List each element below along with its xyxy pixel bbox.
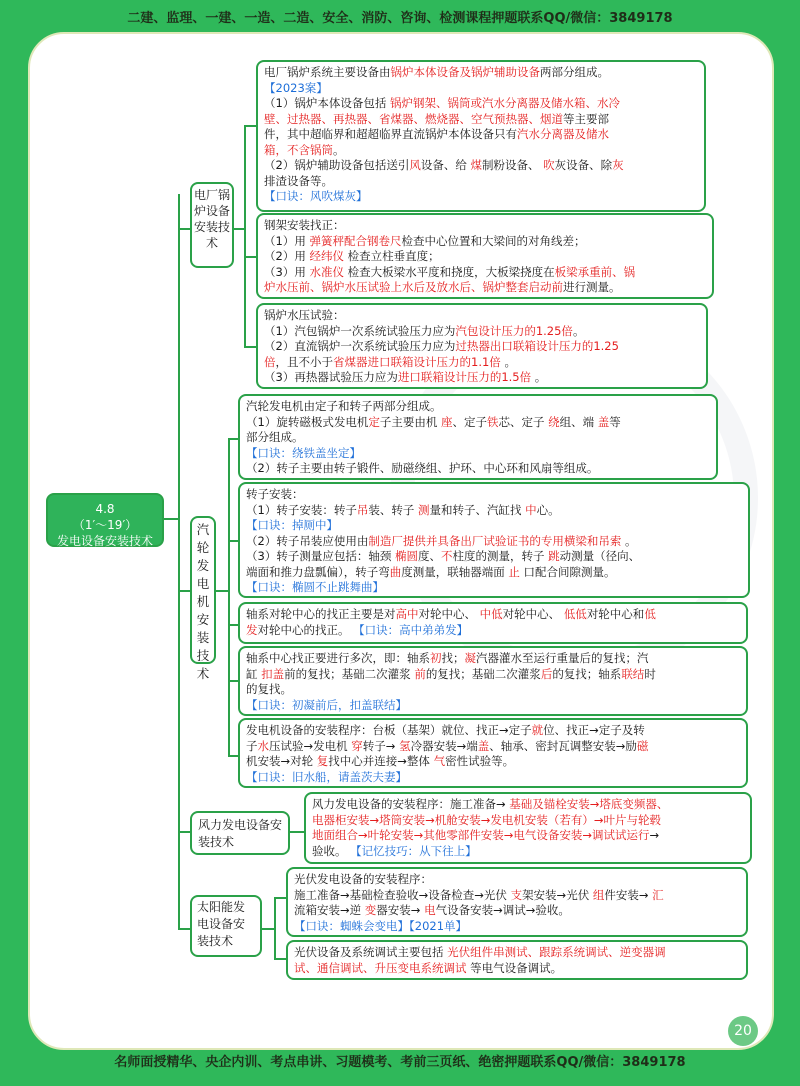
body-text: 、轴承、密封瓦调整安装→励 (489, 738, 637, 753)
connector-leaf-9 (290, 831, 304, 833)
steel-line (264, 249, 706, 265)
highlight-text: 过热器出口联箱设计压力的1.25 (455, 339, 619, 353)
body-text: 冷器安装→端 (410, 738, 478, 753)
body-text: 的复找；轴系 (552, 666, 622, 681)
pressure-line (264, 355, 700, 371)
body-text: 子 (246, 738, 258, 753)
turbine-b-line (246, 503, 742, 519)
body-text: （3）转子测量应包括：轴颈 (246, 549, 395, 563)
highlight-text: 省煤器进口联箱设计压力的1.1倍 (333, 354, 501, 369)
body-text: 汽轮发电机由定子和转子两部分组成。 (246, 399, 442, 413)
body-text: 时 (644, 666, 656, 681)
highlight-text: 吹 (543, 158, 555, 172)
body-text: 流箱安装→逆 (294, 903, 365, 917)
body-text: 等主要部 (563, 111, 609, 126)
highlight-text: 炉水压前、锅炉水压试验上水后及放水后、锅炉整套启动前 (264, 280, 563, 294)
turbine-b-line (246, 580, 742, 596)
connector-trunk (178, 194, 180, 930)
body-text: 转子→ (362, 738, 400, 753)
leaf-pressure-test (256, 303, 708, 389)
branch-boiler: 电厂锅炉设备安装技术 (190, 182, 234, 268)
highlight-text: 水准仪 (309, 264, 344, 279)
solar-b-line (294, 945, 740, 961)
highlight-text: 初 (430, 651, 442, 665)
highlight-text: 变 (364, 903, 377, 917)
turbine-b-line (246, 534, 742, 550)
turbine-b-line (246, 565, 742, 581)
body-text: 器安装→ (376, 903, 425, 917)
connector-leaf-8 (228, 755, 238, 757)
connector-leaf-7 (228, 680, 238, 682)
body-text: 两部分组成。 (540, 65, 609, 79)
highlight-text: 中低 (479, 607, 503, 621)
body-text: 子主要由机 (379, 414, 441, 429)
turbine-a-line (246, 446, 710, 462)
steel-line (264, 218, 706, 234)
body-text: 。 (621, 533, 637, 548)
highlight-text: 复 (316, 754, 329, 768)
highlight-text: 箱，不含锅筒 (264, 142, 333, 157)
highlight-text: 壁、过热器、再热器、省煤器、燃烧器、空气预热器、烟道 (264, 111, 563, 126)
highlight-text: 跳 (548, 549, 560, 563)
branch-wind: 风力发电设备安装技术 (190, 811, 290, 855)
highlight-text: 铁 (486, 414, 499, 429)
body-text: 位、找正→定子及转 (543, 723, 645, 737)
body-text: 心。 (536, 502, 560, 517)
connector-leaf-1 (244, 125, 256, 127)
highlight-text: 绕 (548, 414, 560, 429)
connector-root (163, 518, 178, 520)
leaf-pv-debugging (286, 940, 748, 980)
body-text: 排渣设备等。 (264, 173, 333, 188)
wind-line (312, 828, 744, 844)
body-text: （1）用 (264, 233, 310, 248)
steel-line (264, 280, 706, 296)
solar-a-line (294, 888, 740, 904)
body-text: 风力发电设备的安装程序：施工准备→ (312, 797, 510, 811)
mnemonic-text: 【口诀：旧水船，请盖茨夫妻】 (246, 769, 407, 784)
pressure-line (264, 339, 700, 355)
pressure-line (264, 324, 700, 340)
body-text: （2）用 (264, 249, 310, 263)
highlight-text: 发 (246, 622, 258, 637)
boiler-line (264, 96, 698, 112)
body-text: 锅炉水压试验： (264, 308, 345, 322)
turbine-c-line (246, 623, 740, 639)
turbine-e-line (246, 723, 740, 739)
wind-line (312, 813, 744, 829)
mnemonic-text: 【口诀：蜘蛛会变电】【2021单】 (294, 918, 468, 933)
connector-leaf-6 (228, 624, 238, 626)
body-text: 度、 (417, 549, 441, 563)
body-text: 度测量，联轴器端面 (401, 564, 509, 579)
root-range: （1′～19′） (72, 518, 138, 532)
leaf-rotor-install (238, 482, 750, 598)
mnemonic-text: 【口诀：初凝前后，扣盖联结】 (246, 697, 407, 712)
body-text: 架安装→光伏 (522, 887, 593, 902)
branch-turbine: 汽轮发电机安装技术 (190, 516, 216, 664)
body-text: （1）旋转磁极式发电机 (246, 414, 369, 429)
boiler-line (264, 143, 698, 159)
highlight-text: 椭圆 (394, 549, 418, 563)
connector-branch-1 (178, 228, 190, 230)
leaf-wind-procedure (304, 792, 752, 864)
mnemonic-text: 【记忆技巧：从下往上】 (350, 843, 477, 858)
leaf-pv-procedure (286, 867, 748, 937)
root-title: 发电设备安装技术 (56, 534, 153, 548)
body-text: 轴系中心找正要进行多次，即：轴系 (246, 651, 430, 665)
body-text: 缸 (246, 666, 262, 681)
highlight-text: 基础及锚栓安装→塔底变频器、 (509, 797, 669, 811)
highlight-text: 不 (440, 549, 453, 563)
highlight-text: 煤 (470, 158, 482, 172)
turbine-a-line (246, 399, 710, 415)
highlight-text: 前 (414, 666, 426, 681)
body-text: 钢架安装找正： (264, 218, 345, 232)
highlight-text: 低 (644, 607, 656, 621)
highlight-text: 磁 (636, 738, 649, 753)
body-text: 的复找。 (246, 682, 292, 696)
highlight-text: 穿 (351, 738, 363, 753)
body-text: 找； (441, 651, 465, 665)
highlight-text: 曲 (389, 564, 402, 579)
body-text: 装、转子 (368, 502, 418, 517)
body-text: 轴系对轮中心的找正主要是对 (246, 607, 396, 621)
body-text: 找中心并连接→整体 (328, 754, 434, 768)
highlight-text: 锅炉本体设备及锅炉辅助设备 (390, 65, 540, 79)
leaf-generator-procedure (238, 718, 748, 788)
connector-branch-4 (178, 928, 190, 930)
connector-leaf-5 (228, 540, 238, 542)
turbine-a-line (246, 461, 710, 477)
highlight-text: 板梁承重前、锅 (554, 264, 636, 279)
connector-group-2 (228, 438, 230, 756)
highlight-text: 后 (540, 666, 553, 681)
highlight-text: 定 (368, 414, 380, 429)
body-text: 光伏发电设备的安装程序： (294, 872, 432, 886)
connector-group-1 (244, 125, 246, 348)
solar-a-line (294, 872, 740, 888)
turbine-b-line (246, 518, 742, 534)
turbine-d-line (246, 698, 740, 714)
body-text: 汽器灌水至运行重量后的复找；汽 (476, 651, 649, 665)
highlight-text: 吊 (356, 502, 369, 517)
body-text: 检查立柱垂直度； (343, 249, 440, 263)
mnemonic-text: 【口诀：掉厕中】 (246, 518, 338, 532)
highlight-text: 制造厂提供并具备出厂试验证书的专用横梁和吊索 (368, 533, 622, 548)
body-text: 制粉设备、 (481, 158, 544, 172)
highlight-text: 灰 (612, 158, 624, 172)
body-text: （3）用 (264, 264, 310, 279)
boiler-line (264, 65, 698, 81)
body-text: （3）再热器试验压力应为 (264, 370, 398, 384)
highlight-text: 汽包设计压力的1.25倍 (455, 323, 573, 338)
turbine-d-line (246, 651, 740, 667)
body-text: 对轮中心和 (586, 607, 645, 621)
boiler-line (264, 189, 698, 205)
body-text: 部分组成。 (246, 430, 304, 444)
body-text: （2）直流锅炉一次系统试验压力应为 (264, 339, 456, 353)
highlight-text: 组 (592, 887, 605, 902)
steel-line (264, 234, 706, 250)
body-text: 。 (572, 323, 585, 338)
highlight-text: 盖 (597, 414, 610, 429)
body-text: 的复找；基础二次灌浆 (425, 666, 541, 681)
turbine-b-line (246, 487, 742, 503)
highlight-text: 扣盖 (261, 666, 285, 681)
highlight-text: 测 (417, 502, 430, 517)
body-text: 口配合间隙测量。 (519, 564, 616, 579)
body-text: 设备、给 (420, 158, 471, 172)
body-text: 。 (531, 370, 547, 384)
body-text: 对轮中心的找正。 (257, 622, 354, 637)
boiler-line (264, 127, 698, 143)
top-banner: 二建、监理、一建、一造、二造、安全、消防、咨询、检测课程押题联系QQ/微信：3849178 (127, 11, 673, 26)
body-text: 气设备安装→调试→验收。 (435, 903, 570, 917)
highlight-text: 电 (424, 903, 436, 917)
bottom-banner: 名师面授精华、央企内训、考点串讲、习题模考、考前三页纸、绝密押题联系QQ/微信：3849178 (114, 1055, 686, 1070)
body-text: 。 (500, 354, 516, 369)
highlight-text: 座 (440, 414, 453, 429)
solar-a-line (294, 919, 740, 935)
mnemonic-text: 【口诀：高中弟弟发】 (353, 622, 469, 637)
body-text: 端面和推力盘瓢偏），转子弯 (246, 564, 390, 579)
mnemonic-text: 【2023案】 (264, 80, 328, 95)
turbine-a-line (246, 415, 710, 431)
connector-leaf-4 (228, 438, 238, 440)
body-text: 压试验→发电机 (269, 738, 352, 753)
turbine-d-line (246, 682, 740, 698)
body-text: 量和转子、汽缸找 (429, 502, 526, 517)
connector-branch-3 (178, 831, 190, 833)
pressure-line (264, 308, 700, 324)
body-text: 、定子 (452, 414, 487, 429)
turbine-c-line (246, 607, 740, 623)
boiler-line (264, 81, 698, 97)
boiler-line (264, 112, 698, 128)
highlight-text: 锅炉钢架、锅筒或汽水分离器及储水箱、水冷 (389, 96, 620, 110)
body-text: （1）汽包锅炉一次系统试验压力应为 (264, 323, 456, 338)
body-text: 件，其中超临界和超超临界直流锅炉本体设备只有 (264, 127, 517, 141)
body-text: （1）锅炉本体设备包括 (264, 96, 390, 110)
body-text: 件安装→ (604, 887, 653, 902)
body-text: 发电机设备的安装程序：台板（基架）就位、找正→定子 (246, 723, 532, 737)
highlight-text: 经纬仪 (309, 249, 344, 263)
connector-leaf-11 (274, 958, 286, 960)
body-text: 前的复找；基础二次灌浆 (284, 666, 415, 681)
connector-group-4-stem (262, 928, 274, 930)
mnemonic-text: 【口诀：风吹煤灰】 (264, 189, 368, 203)
leaf-steel-frame (256, 213, 714, 299)
root-node (46, 493, 164, 547)
highlight-text: 气 (433, 754, 446, 768)
body-text: （1）转子安装：转子 (246, 502, 357, 517)
highlight-text: 支 (510, 887, 523, 902)
highlight-text: 氢 (399, 738, 411, 753)
body-text: 检查大板梁水平度和挠度，大板梁挠度在 (343, 264, 555, 279)
highlight-text: 倍 (264, 354, 276, 369)
root-code: 4.8 (95, 502, 115, 516)
branch-solar: 太阳能发电设备安装技术 (190, 895, 262, 957)
highlight-text: 汇 (652, 887, 664, 902)
turbine-d-line (246, 667, 740, 683)
turbine-e-line (246, 739, 740, 755)
body-text: 对轮中心、 (418, 607, 480, 621)
page-number: 20 (728, 1016, 758, 1046)
connector-group-4 (274, 897, 276, 959)
highlight-text: 光伏组件串测试、跟踪系统调试、逆变器调 (447, 945, 666, 959)
highlight-text: 盖 (477, 738, 490, 753)
body-text: 验收。 (312, 843, 351, 858)
body-text: 电厂锅炉系统主要设备由 (264, 65, 391, 79)
turbine-e-line (246, 754, 740, 770)
body-text: 机安装→对轮 (246, 754, 317, 768)
body-text: 芯、定子 (498, 414, 549, 429)
connector-leaf-3 (244, 346, 256, 348)
solar-a-line (294, 903, 740, 919)
pressure-line (264, 370, 700, 386)
body-text: （2）转子吊装应使用由 (246, 533, 369, 548)
highlight-text: 止 (508, 564, 520, 579)
highlight-text: 地面组合→叶轮安装→其他零部件安装→电气设备安装→调试试运行 (312, 828, 650, 842)
highlight-text: 高中 (395, 607, 419, 621)
highlight-text: 弹簧秤配合钢卷尺 (309, 233, 402, 248)
highlight-text: 风 (409, 158, 421, 172)
connector-group-2-stem (216, 590, 228, 592)
wind-line (312, 844, 744, 860)
body-text: 对轮中心、 (502, 607, 564, 621)
body-text: 进行测量。 (563, 280, 621, 294)
body-text: 柱度的测量，转子 (452, 549, 549, 563)
mnemonic-text: 【口诀：绕铁盖坐定】 (246, 445, 361, 460)
body-text: 动测量（径向、 (559, 549, 641, 563)
body-text: 灰设备、除 (554, 158, 613, 172)
body-text: 。 (333, 142, 345, 157)
highlight-text: 低低 (563, 607, 587, 621)
body-text: 等电气设备调试。 (466, 960, 563, 975)
body-text: 施工准备→基础检查验收→设备检查→光伏 (294, 887, 511, 902)
turbine-a-line (246, 430, 710, 446)
connector-leaf-2 (244, 256, 256, 258)
leaf-boiler-equipment (256, 60, 706, 212)
highlight-text: 凝 (464, 651, 476, 665)
mnemonic-text: 【口诀：椭圆不止跳舞曲】 (246, 580, 384, 594)
body-text: 光伏设备及系统调试主要包括 (294, 945, 448, 959)
connector-group-1-stem (234, 228, 244, 230)
highlight-text: 电器柜安装→塔筒安装→机舱安装→发电机安装（若有）→叶片与轮毂 (312, 812, 662, 827)
body-text: （2）转子主要由转子锻件、励磁绕组、护环、中心环和风扇等组成。 (246, 461, 599, 475)
highlight-text: 联结 (621, 666, 645, 681)
highlight-text: 汽水分离器及储水 (517, 127, 609, 141)
leaf-shaft-alignment (238, 602, 748, 644)
steel-line (264, 265, 706, 281)
highlight-text: 就 (531, 723, 544, 737)
connector-leaf-10 (274, 897, 286, 899)
body-text: 密性试验等。 (445, 754, 515, 768)
body-text: ，且不小于 (275, 354, 333, 369)
wind-line (312, 797, 744, 813)
solar-b-line (294, 961, 740, 977)
body-text: 等 (609, 414, 621, 429)
highlight-text: 试、通信调试、升压变电系统调试 (294, 960, 467, 975)
body-text: （2）锅炉辅助设备包括送引 (264, 158, 410, 172)
connector-branch-2 (178, 590, 190, 592)
body-text: 组、端 (559, 414, 598, 429)
leaf-generator-structure (238, 394, 718, 480)
turbine-b-line (246, 549, 742, 565)
body-text: → (649, 828, 660, 842)
body-text: 转子安装： (246, 487, 304, 501)
highlight-text: 中 (525, 502, 537, 517)
highlight-text: 进口联箱设计压力的1.5倍 (397, 370, 532, 384)
body-text: 检查中心位置和大梁间的对角线差； (401, 233, 586, 248)
highlight-text: 水 (257, 738, 269, 753)
boiler-line (264, 174, 698, 190)
leaf-shaft-recheck (238, 646, 748, 716)
boiler-line (264, 158, 698, 174)
turbine-e-line (246, 770, 740, 786)
